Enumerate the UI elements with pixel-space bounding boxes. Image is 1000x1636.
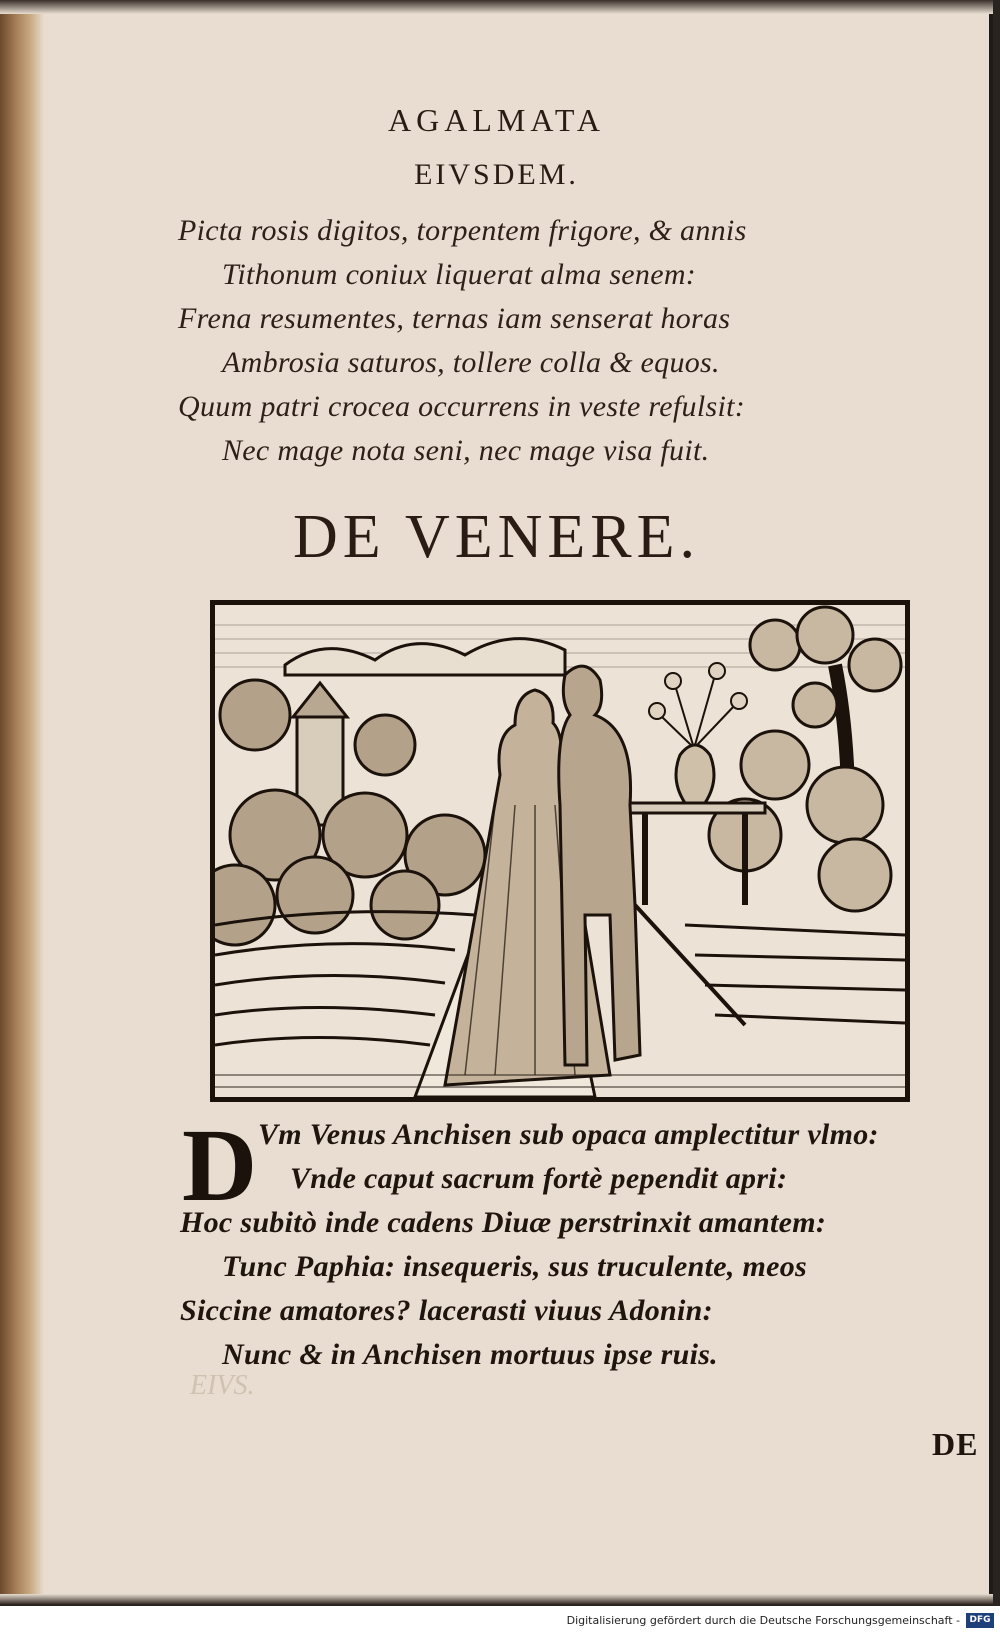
catchword: DE (932, 1426, 979, 1462)
verse-line: Hoc subitò inde cadens Diuæ perstrinxit amantem: (180, 1206, 827, 1239)
dfg-logo-icon: DFG (966, 1613, 994, 1628)
verse-line: Vnde caput sacrum fortè pependit apri: (290, 1162, 788, 1195)
verse-line: Vm Venus Anchisen sub opaca amplectitur vlmo: (258, 1118, 879, 1151)
show-through-text: EIVS. (190, 1370, 255, 1401)
verse-line: Tunc Paphia: insequeris, sus truculente, meos (222, 1250, 807, 1283)
woodcut-couple-garden-image (215, 605, 905, 1097)
verse-line: Nec mage nota seni, nec mage visa fuit. (222, 434, 710, 467)
page-bottom-edge (0, 1594, 993, 1604)
verse-line: Tithonum coniux liquerat alma senem: (222, 258, 697, 291)
digitization-footer (0, 1606, 1000, 1636)
page-top-edge (0, 0, 993, 14)
verse-line: Picta rosis digitos, torpentem frigore, & annis (178, 214, 747, 247)
verse-line: Nunc & in Anchisen mortuus ipse ruis. (222, 1338, 718, 1371)
book-spine-shadow (0, 0, 44, 1604)
verse-line: Quum patri crocea occurrens in veste refulsit: (178, 390, 746, 423)
verse-line: Ambrosia saturos, tollere colla & equos. (222, 346, 720, 379)
section-title: DE VENERE. (292, 503, 701, 571)
woodcut-illustration (210, 600, 910, 1102)
verse-line: Frena resumentes, ternas iam senserat horas (178, 302, 731, 335)
drop-capital: D (182, 1108, 258, 1223)
section-subhead: EIVSDEM. (414, 158, 579, 191)
verse-line: Siccine amatores? lacerasti viuus Adonin: (180, 1294, 713, 1327)
running-head: AGALMATA (388, 102, 605, 138)
footer-credit-text: Digitalisierung gefördert durch die Deutsche Forschungsgemeinschaft - (566, 1614, 960, 1627)
